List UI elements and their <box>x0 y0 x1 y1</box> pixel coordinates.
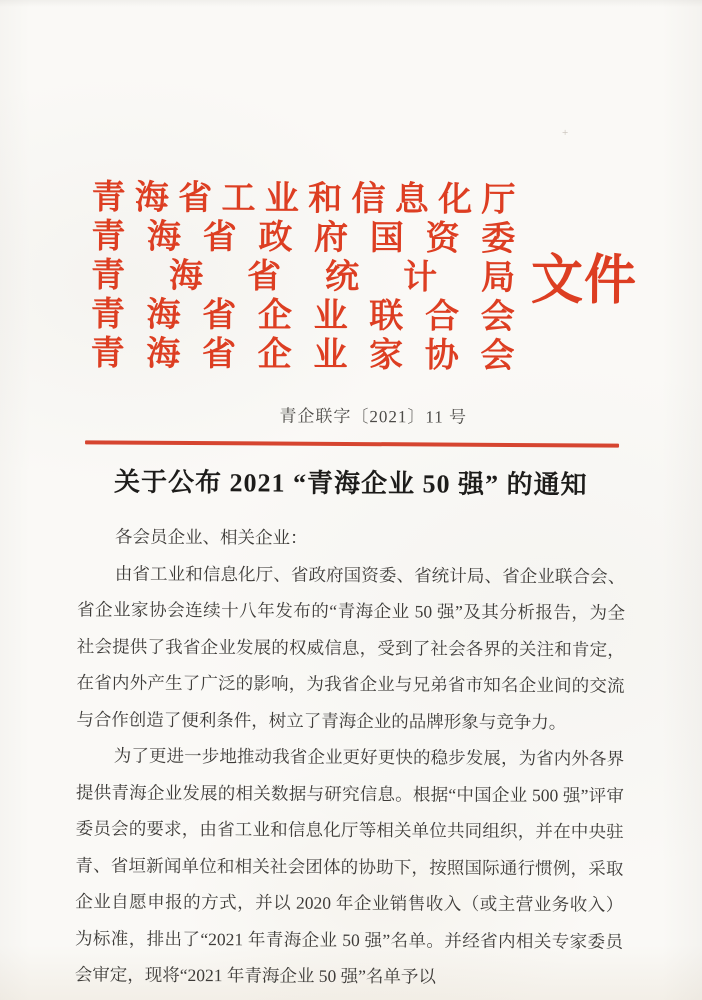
red-divider-line <box>85 440 619 447</box>
letterhead-agency-list <box>90 174 516 375</box>
letterhead-agency-line: 青 海 省 企 业 家 协 会 <box>90 335 515 375</box>
letterhead-agency-line: 青 海 省 统 计 局 <box>90 257 516 297</box>
letterhead-agency-line: 青 海 省 企 业 联 合 会 <box>90 296 515 336</box>
body-paragraph: 由省工业和信息化厅、省政府国资委、省统计局、省企业联合会、省企业家协会连续十八年发布的“青海企业 50 强”及其分析报告，为全社会提供了我省企业发展的权威信息，受到了社会各界的关注和肯定，在省内外产生了广泛的影响，为我省企业与兄弟省市知名企业间的交流与合作创造了便利条件，树立了青海企业的品牌形象与竞争力。 <box>76 563 626 732</box>
document-body <box>75 518 626 996</box>
document-title: 关于公布 2021 “青海企业 50 强” 的通知 <box>113 467 588 500</box>
letterhead-agency-line: 青 海 省 政 府 国 资 委 <box>91 218 516 258</box>
salutation: 各会员企业、相关企业： <box>115 526 308 548</box>
scan-artifact-mark: + <box>562 127 569 139</box>
document-number: 青企联字〔2021〕11 号 <box>279 406 468 427</box>
doc-type-label: 文件 <box>530 251 638 312</box>
body-paragraph: 为了更进一步地推动我省企业更好更快的稳步发展，为省内外各界提供青海企业发展的相关数据与研究信息。根据“中国企业 500 强”评审委员会的要求，由省工业和信息化厅等相关单位共同组织，并在中央驻青、省垣新闻单位和相关社会团体的协助下，按照国际通行惯例，采取企业自愿申报的方式，并以 2020 年企业销售收入（或主营业务收入）为标准，排出了“2021 年青海企业 50 强”名单。并经省内相关专家委员会审定，现将“2021 年青海企业 50 强”名单予以 <box>74 745 625 987</box>
letterhead-agency-line: 青 海 省 工 业 和 信 息 化 厅 <box>91 179 516 219</box>
red-letterhead <box>90 174 638 375</box>
